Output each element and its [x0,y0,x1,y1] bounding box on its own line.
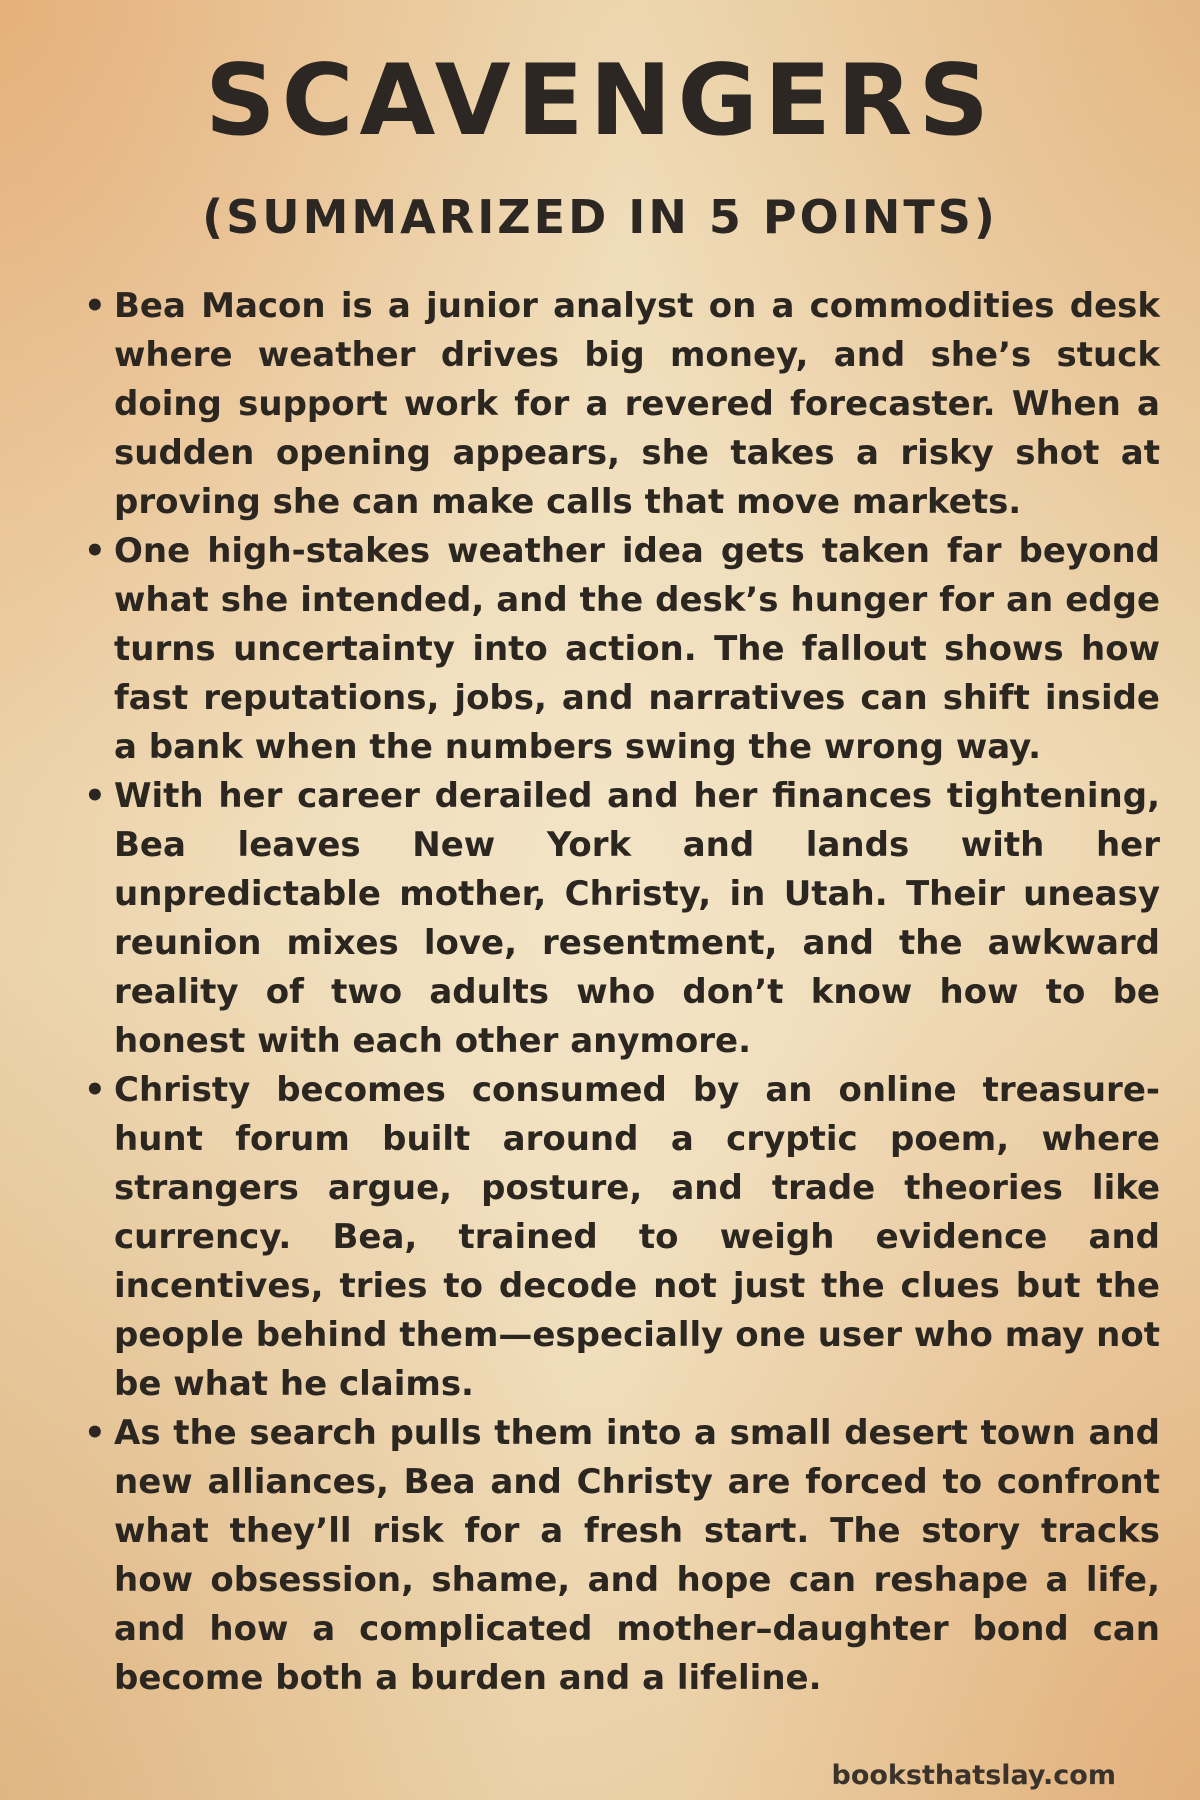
summary-point-4 [84,1066,1160,1409]
summary-point-5 [84,1409,1160,1703]
bullet-icon: • [84,1070,106,1110]
summary-point-3 [84,772,1160,1066]
summary-point-text: One high-stakes weather idea gets taken far beyond what she intended, and the desk’s hunger for an edge turns uncertainty into action. The fallout shows how fast reputations, jobs, and narratives can shift inside a bank when the numbers swing the wrong way. [114,531,1160,767]
summary-point-text: With her career derailed and her finances tightening, Bea leaves New York and lands with her unpredictable mother, Christy, in Utah. Their uneasy reunion mixes love, resentment, and the awkward reality of two adults who don’t know how to be honest with each other anymore. [114,776,1160,1061]
page-title: SCAVENGERS [205,44,995,158]
bullet-icon: • [84,776,106,816]
summary-point-text: Christy becomes consumed by an online treasure-hunt forum built around a cryptic poem, where strangers argue, posture, and trade theories like currency. Bea, trained to weigh evidence and incentives, tries to decode not just the clues but the people behind them—especially one user who may not be what he claims. [114,1070,1160,1404]
site-credit: booksthatslay.com [831,1760,1116,1791]
summary-point-text: Bea Macon is a junior analyst on a commodities desk where weather drives big money, and she’s stuck doing support work for a revered forecaster. When a sudden opening appears, she takes a risky shot at proving she can make calls that move markets. [114,286,1160,522]
bullet-icon: • [84,1413,106,1453]
summary-points-list [80,282,1160,1703]
summary-point-2 [84,527,1160,772]
bullet-icon: • [84,531,106,571]
bullet-icon: • [84,286,106,326]
page-subtitle: (SUMMARIZED IN 5 POINTS) [202,190,998,244]
summary-point-text: As the search pulls them into a small desert town and new alliances, Bea and Christy are forced to confront what they’ll risk for a fresh start. The story tracks how obsession, shame, and hope can reshape a life, and how a complicated mother–daughter bond can become both a burden and a lifeline. [114,1413,1160,1698]
summary-point-1 [84,282,1160,527]
